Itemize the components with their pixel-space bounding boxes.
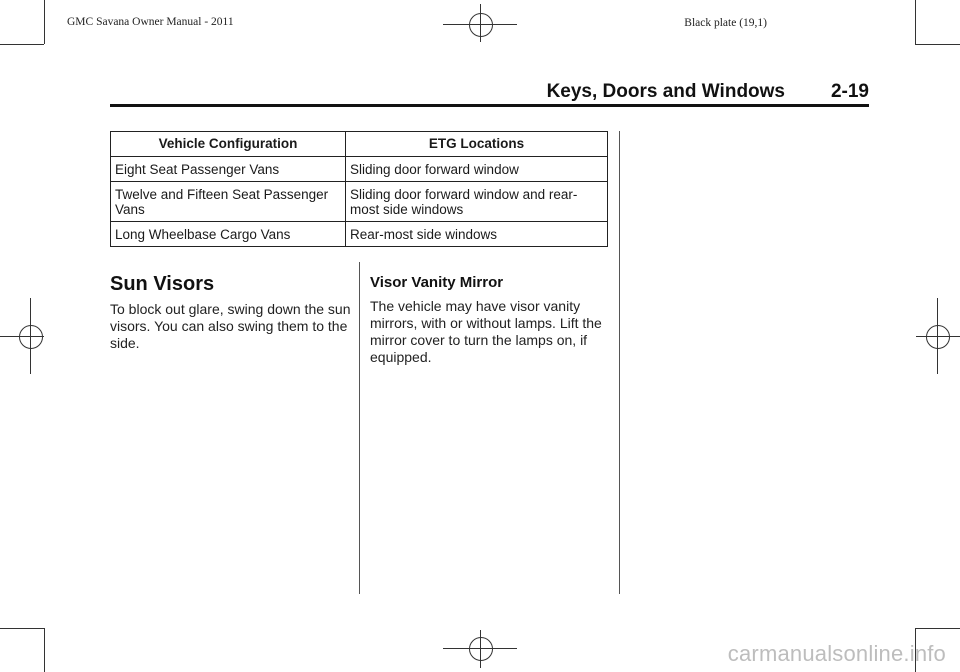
registration-mark xyxy=(19,325,43,349)
column-header-etg-locations: ETG Locations xyxy=(346,132,608,157)
visor-vanity-mirror-heading: Visor Vanity Mirror xyxy=(370,274,504,291)
table-cell: Eight Seat Passenger Vans xyxy=(111,157,346,182)
etg-locations-table xyxy=(110,131,608,247)
table-header-row xyxy=(111,132,608,157)
watermark-link[interactable]: carmanualsonline.info xyxy=(727,641,946,666)
column-divider xyxy=(619,131,620,594)
crop-mark xyxy=(44,0,45,44)
table-row xyxy=(111,222,608,247)
table-cell: Twelve and Fifteen Seat Passenger Vans xyxy=(111,182,346,222)
table-cell: Rear-most side windows xyxy=(346,222,608,247)
table-cell: Sliding door forward window and rear-most side windows xyxy=(346,182,608,222)
visor-vanity-mirror-body: The vehicle may have visor vanity mirrors, with or without lamps. Lift the mirror cover to turn the lamps on, if equipped. xyxy=(370,298,602,365)
crop-mark xyxy=(915,0,916,44)
crop-mark xyxy=(915,628,960,629)
registration-mark xyxy=(469,13,493,37)
sun-visors-heading: Sun Visors xyxy=(110,273,215,295)
section-title: Keys, Doors and Windows xyxy=(546,81,785,102)
registration-mark xyxy=(469,637,493,661)
print-header-title: GMC Savana Owner Manual - 2011 xyxy=(67,16,234,28)
table-cell: Long Wheelbase Cargo Vans xyxy=(111,222,346,247)
crop-mark xyxy=(915,44,960,45)
sun-visors-body: To block out glare, swing down the sun visors. You can also swing them to the side. xyxy=(110,301,351,351)
column-header-vehicle-configuration: Vehicle Configuration xyxy=(111,132,346,157)
table-row xyxy=(111,182,608,222)
page-number: 2-19 xyxy=(830,81,869,102)
column-divider xyxy=(359,262,360,594)
crop-mark xyxy=(44,628,45,672)
section-header xyxy=(110,80,869,107)
table-cell: Sliding door forward window xyxy=(346,157,608,182)
crop-mark xyxy=(0,44,44,45)
print-header-plate: Black plate (19,1) xyxy=(684,17,767,29)
registration-mark xyxy=(926,325,950,349)
crop-mark xyxy=(0,628,44,629)
table-row xyxy=(111,157,608,182)
